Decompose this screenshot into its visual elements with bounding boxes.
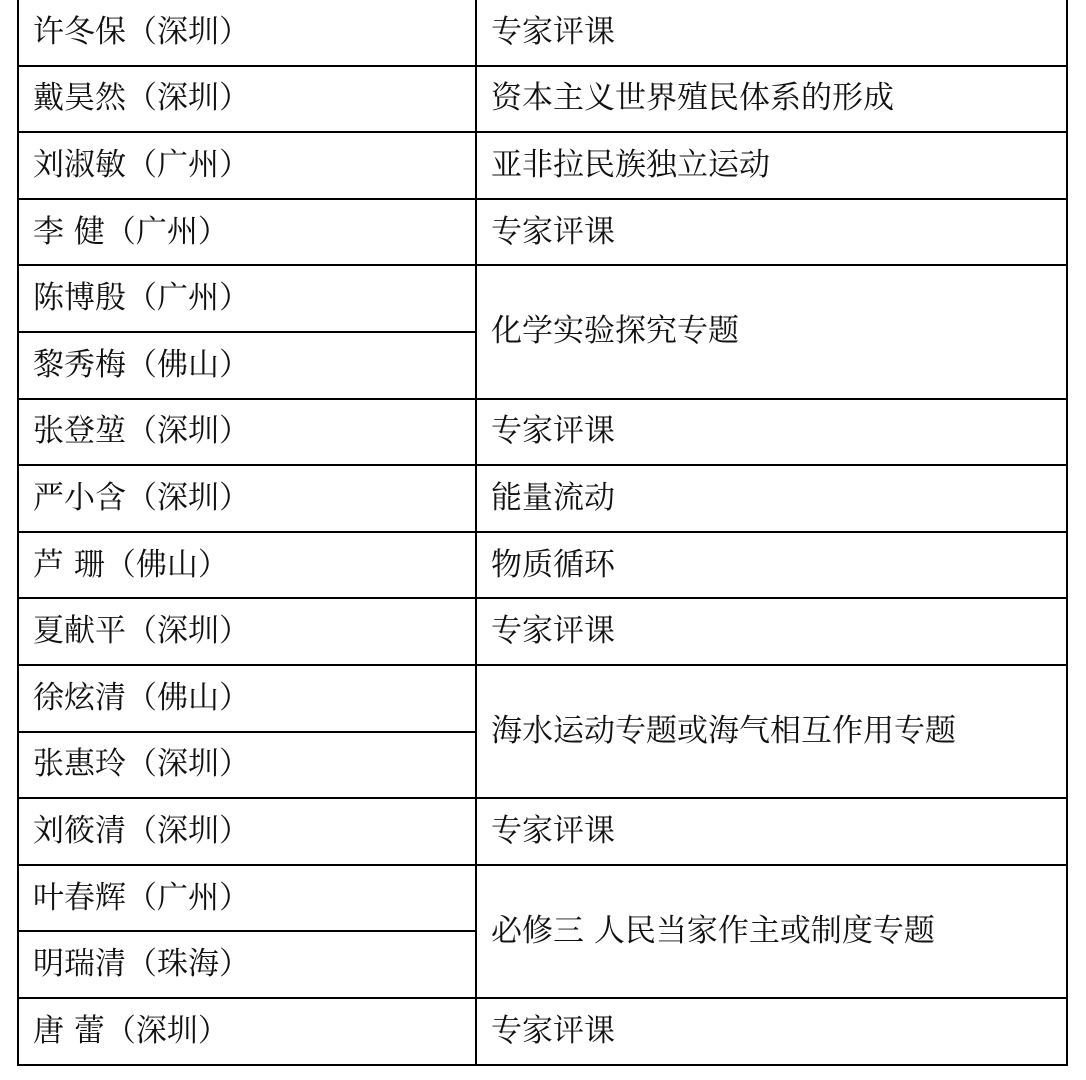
lesson-topic-cell: 专家评课	[476, 0, 1067, 66]
teacher-name-cell: 黎秀梅（佛山）	[18, 332, 476, 399]
lesson-topic-cell: 专家评课	[476, 798, 1067, 865]
teacher-name-cell: 刘淑敏（广州）	[18, 132, 476, 199]
lesson-topic-cell: 物质循环	[476, 532, 1067, 599]
lesson-topic-cell: 化学实验探究专题	[476, 265, 1067, 398]
teacher-name-cell: 张惠玲（深圳）	[18, 732, 476, 799]
lesson-topic-cell: 必修三 人民当家作主或制度专题	[476, 865, 1067, 998]
table-row	[18, 66, 1067, 133]
lesson-topic-cell: 亚非拉民族独立运动	[476, 132, 1067, 199]
lesson-topic-cell: 专家评课	[476, 399, 1067, 466]
teacher-name-cell: 芦 珊（佛山）	[18, 532, 476, 599]
teacher-name-cell: 陈博殷（广州）	[18, 265, 476, 332]
table-row	[18, 465, 1067, 532]
schedule-table	[17, 0, 1068, 1066]
teacher-name-cell: 许冬保（深圳）	[18, 0, 476, 66]
table-row	[18, 865, 1067, 932]
table-row	[18, 798, 1067, 865]
lesson-topic-cell: 专家评课	[476, 598, 1067, 665]
lesson-topic-cell: 专家评课	[476, 199, 1067, 266]
teacher-name-cell: 严小含（深圳）	[18, 465, 476, 532]
table-row	[18, 0, 1067, 66]
teacher-name-cell: 张登堃（深圳）	[18, 399, 476, 466]
table-row	[18, 998, 1067, 1065]
lesson-topic-cell: 海水运动专题或海气相互作用专题	[476, 665, 1067, 798]
table-row	[18, 199, 1067, 266]
lesson-topic-cell: 专家评课	[476, 998, 1067, 1065]
schedule-table-body	[18, 0, 1067, 1065]
table-row	[18, 665, 1067, 732]
teacher-name-cell: 唐 蕾（深圳）	[18, 998, 476, 1065]
teacher-name-cell: 戴昊然（深圳）	[18, 66, 476, 133]
table-row	[18, 132, 1067, 199]
teacher-name-cell: 叶春辉（广州）	[18, 865, 476, 932]
teacher-name-cell: 明瑞清（珠海）	[18, 931, 476, 998]
table-row	[18, 598, 1067, 665]
table-row	[18, 532, 1067, 599]
table-row	[18, 399, 1067, 466]
teacher-name-cell: 夏献平（深圳）	[18, 598, 476, 665]
teacher-name-cell: 徐炫清（佛山）	[18, 665, 476, 732]
teacher-name-cell: 李 健（广州）	[18, 199, 476, 266]
table-row	[18, 265, 1067, 332]
lesson-topic-cell: 能量流动	[476, 465, 1067, 532]
teacher-name-cell: 刘筱清（深圳）	[18, 798, 476, 865]
lesson-topic-cell: 资本主义世界殖民体系的形成	[476, 66, 1067, 133]
